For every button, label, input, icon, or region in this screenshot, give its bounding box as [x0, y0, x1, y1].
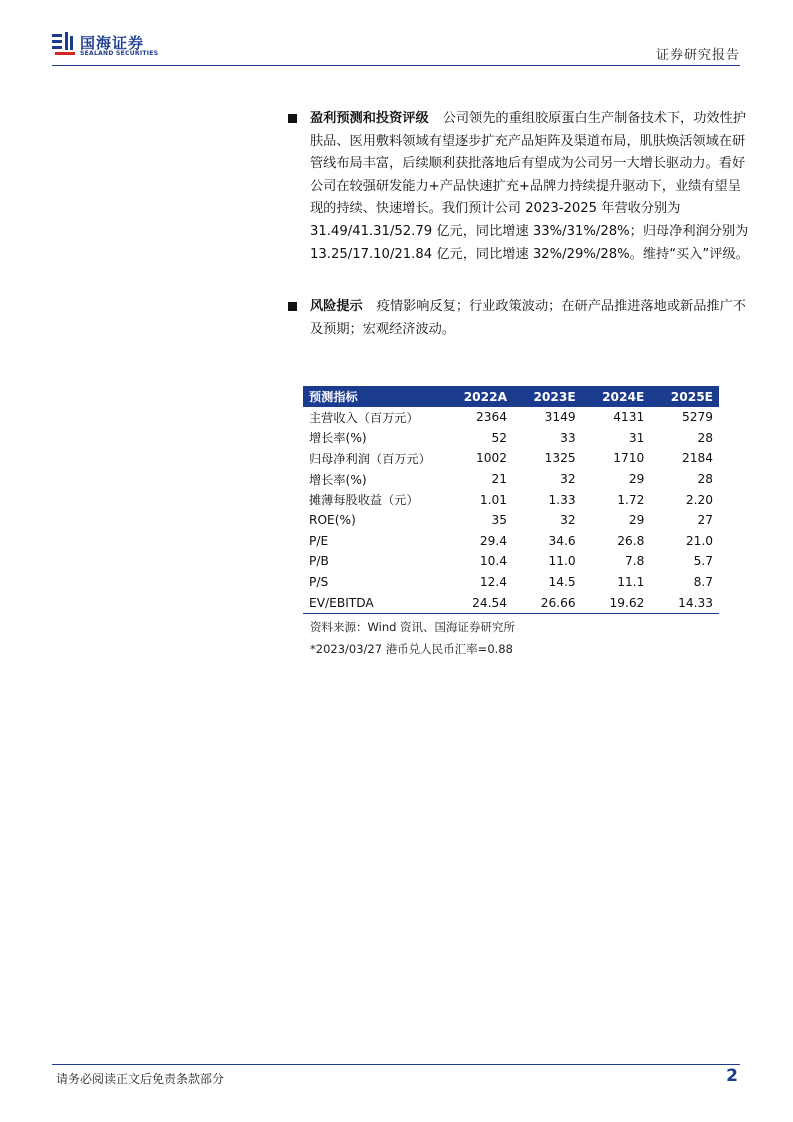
- table-row: [303, 448, 719, 469]
- square-bullet-icon: [288, 302, 297, 311]
- table-row-label: 增长率(%): [309, 431, 367, 446]
- table-row-label: EV/EBITDA: [303, 592, 443, 613]
- table-cell: 35: [491, 513, 508, 528]
- table-row-label: P/B: [309, 554, 329, 569]
- table-cell: 26.8: [617, 533, 645, 548]
- table-row-label: P/E: [309, 533, 329, 548]
- rating-section-title: 盈利预测和投资评级: [310, 111, 429, 126]
- table-cell: 12.4: [479, 575, 508, 590]
- table-row-label: 归母净利润（百万元）: [309, 451, 431, 466]
- table-cell: 29.4: [479, 533, 508, 548]
- rating-section-text: 公司领先的重组胶原蛋白生产制备技术下，功效性护肤品、医用敷料领域有望逐步扩充产品矩阵及渠道布局，肌肤焕活领域在研管线布局丰富，后续顺利获批落地后有望成为公司另一大增长驱动力。看好公司在较强研发能力+产品快速扩充+品牌力持续提升驱动下，业绩有望呈现的持续、快速增长。我们预计公司 2023-2025 年营收分别为 31.49/41.31/52.79 亿元，同比增速 33%/31%/28%；归母净利润分别为 13.25/17.10/21.84 亿元，同比增速 32%/29%/28%。维持“买入”评级。: [310, 111, 749, 262]
- table-cell: 1002: [476, 451, 508, 466]
- table-cell: 11.1: [617, 575, 645, 590]
- table-row: [303, 428, 719, 449]
- company-logo: [52, 32, 202, 62]
- risk-section-title: 风险提示: [310, 299, 363, 314]
- table-cell: 52: [491, 430, 508, 445]
- table-cell: 21: [491, 472, 508, 487]
- sealand-logo-icon: [52, 32, 76, 58]
- header-divider: [52, 65, 740, 66]
- table-cell: 14.5: [548, 575, 576, 590]
- table-row-label: 主营收入（百万元）: [309, 410, 419, 425]
- table-cell: 32: [560, 513, 576, 528]
- table-cell: 29: [628, 472, 645, 487]
- table-cell: 11.0: [548, 554, 576, 569]
- report-type: 证券研究报告: [655, 48, 740, 63]
- table-row-label: ROE(%): [309, 513, 356, 528]
- table-row: [303, 592, 719, 613]
- table-header-cell: 2023E: [513, 386, 582, 407]
- table-cell: 34.6: [548, 533, 576, 548]
- table-cell: 1325: [544, 451, 576, 466]
- table-row: [303, 510, 719, 531]
- table-cell: 24.54: [443, 592, 513, 613]
- table-row-label: P/S: [309, 575, 329, 590]
- rating-section: [310, 108, 750, 266]
- table-row: [303, 531, 719, 552]
- table-header-row: [303, 386, 719, 407]
- table-row: [303, 469, 719, 490]
- table-cell: 2184: [681, 451, 713, 466]
- table-cell: 2.20: [685, 492, 713, 507]
- table-header-cell: 2022A: [443, 386, 513, 407]
- table-cell: 28: [697, 430, 713, 445]
- table-source-note: 资料来源：Wind 资讯、国海证券研究所: [310, 620, 516, 634]
- table-cell: 8.7: [693, 575, 713, 590]
- exchange-rate-note: *2023/03/27 港币兑人民币汇率=0.88: [310, 642, 513, 656]
- table-cell: 29: [628, 513, 645, 528]
- risk-section-text: 疫情影响反复；行业政策波动；在研产品推进落地或新品推广不及预期；宏观经济波动。: [310, 299, 746, 337]
- logo-english-name: SEALAND SECURITIES: [80, 50, 159, 57]
- footer-disclaimer: 请务必阅读正文后免责条款部分: [56, 1072, 225, 1086]
- table-cell: 14.33: [650, 592, 719, 613]
- logo-chinese-name: 国海证券: [80, 34, 145, 52]
- square-bullet-icon: [288, 114, 297, 123]
- table-cell: 27: [697, 513, 713, 528]
- table-cell: 21.0: [685, 533, 713, 548]
- table-cell: 1.01: [479, 492, 508, 507]
- table-row: [303, 407, 719, 428]
- table-cell: 31: [628, 430, 645, 445]
- table-cell: 7.8: [624, 554, 645, 569]
- forecast-table: [303, 386, 719, 614]
- table-row: [303, 551, 719, 572]
- table-cell: 3149: [544, 410, 576, 425]
- table-cell: 33: [560, 430, 576, 445]
- footer-divider: [52, 1064, 740, 1065]
- table-cell: 1710: [613, 451, 645, 466]
- table-cell: 32: [560, 472, 576, 487]
- risk-section: [310, 296, 750, 341]
- table-cell: 5.7: [693, 554, 713, 569]
- table-header-cell: 2024E: [582, 386, 651, 407]
- table-cell: 5279: [681, 410, 713, 425]
- table-row-label: 增长率(%): [309, 472, 367, 487]
- table-header-cell: 预测指标: [303, 386, 443, 407]
- table-cell: 19.62: [582, 592, 651, 613]
- table-row: [303, 572, 719, 593]
- table-header-cell: 2025E: [650, 386, 719, 407]
- table-cell: 1.72: [617, 492, 645, 507]
- table-cell: 4131: [613, 410, 645, 425]
- page-header: [52, 30, 740, 66]
- table-cell: 1.33: [548, 492, 576, 507]
- table-cell: 2364: [476, 410, 508, 425]
- table-cell: 26.66: [513, 592, 582, 613]
- table-row-label: 摊薄每股收益（元）: [309, 493, 419, 508]
- table-row: [303, 489, 719, 510]
- table-cell: 10.4: [479, 554, 508, 569]
- table-cell: 28: [697, 472, 713, 487]
- page-number: 2: [726, 1066, 738, 1086]
